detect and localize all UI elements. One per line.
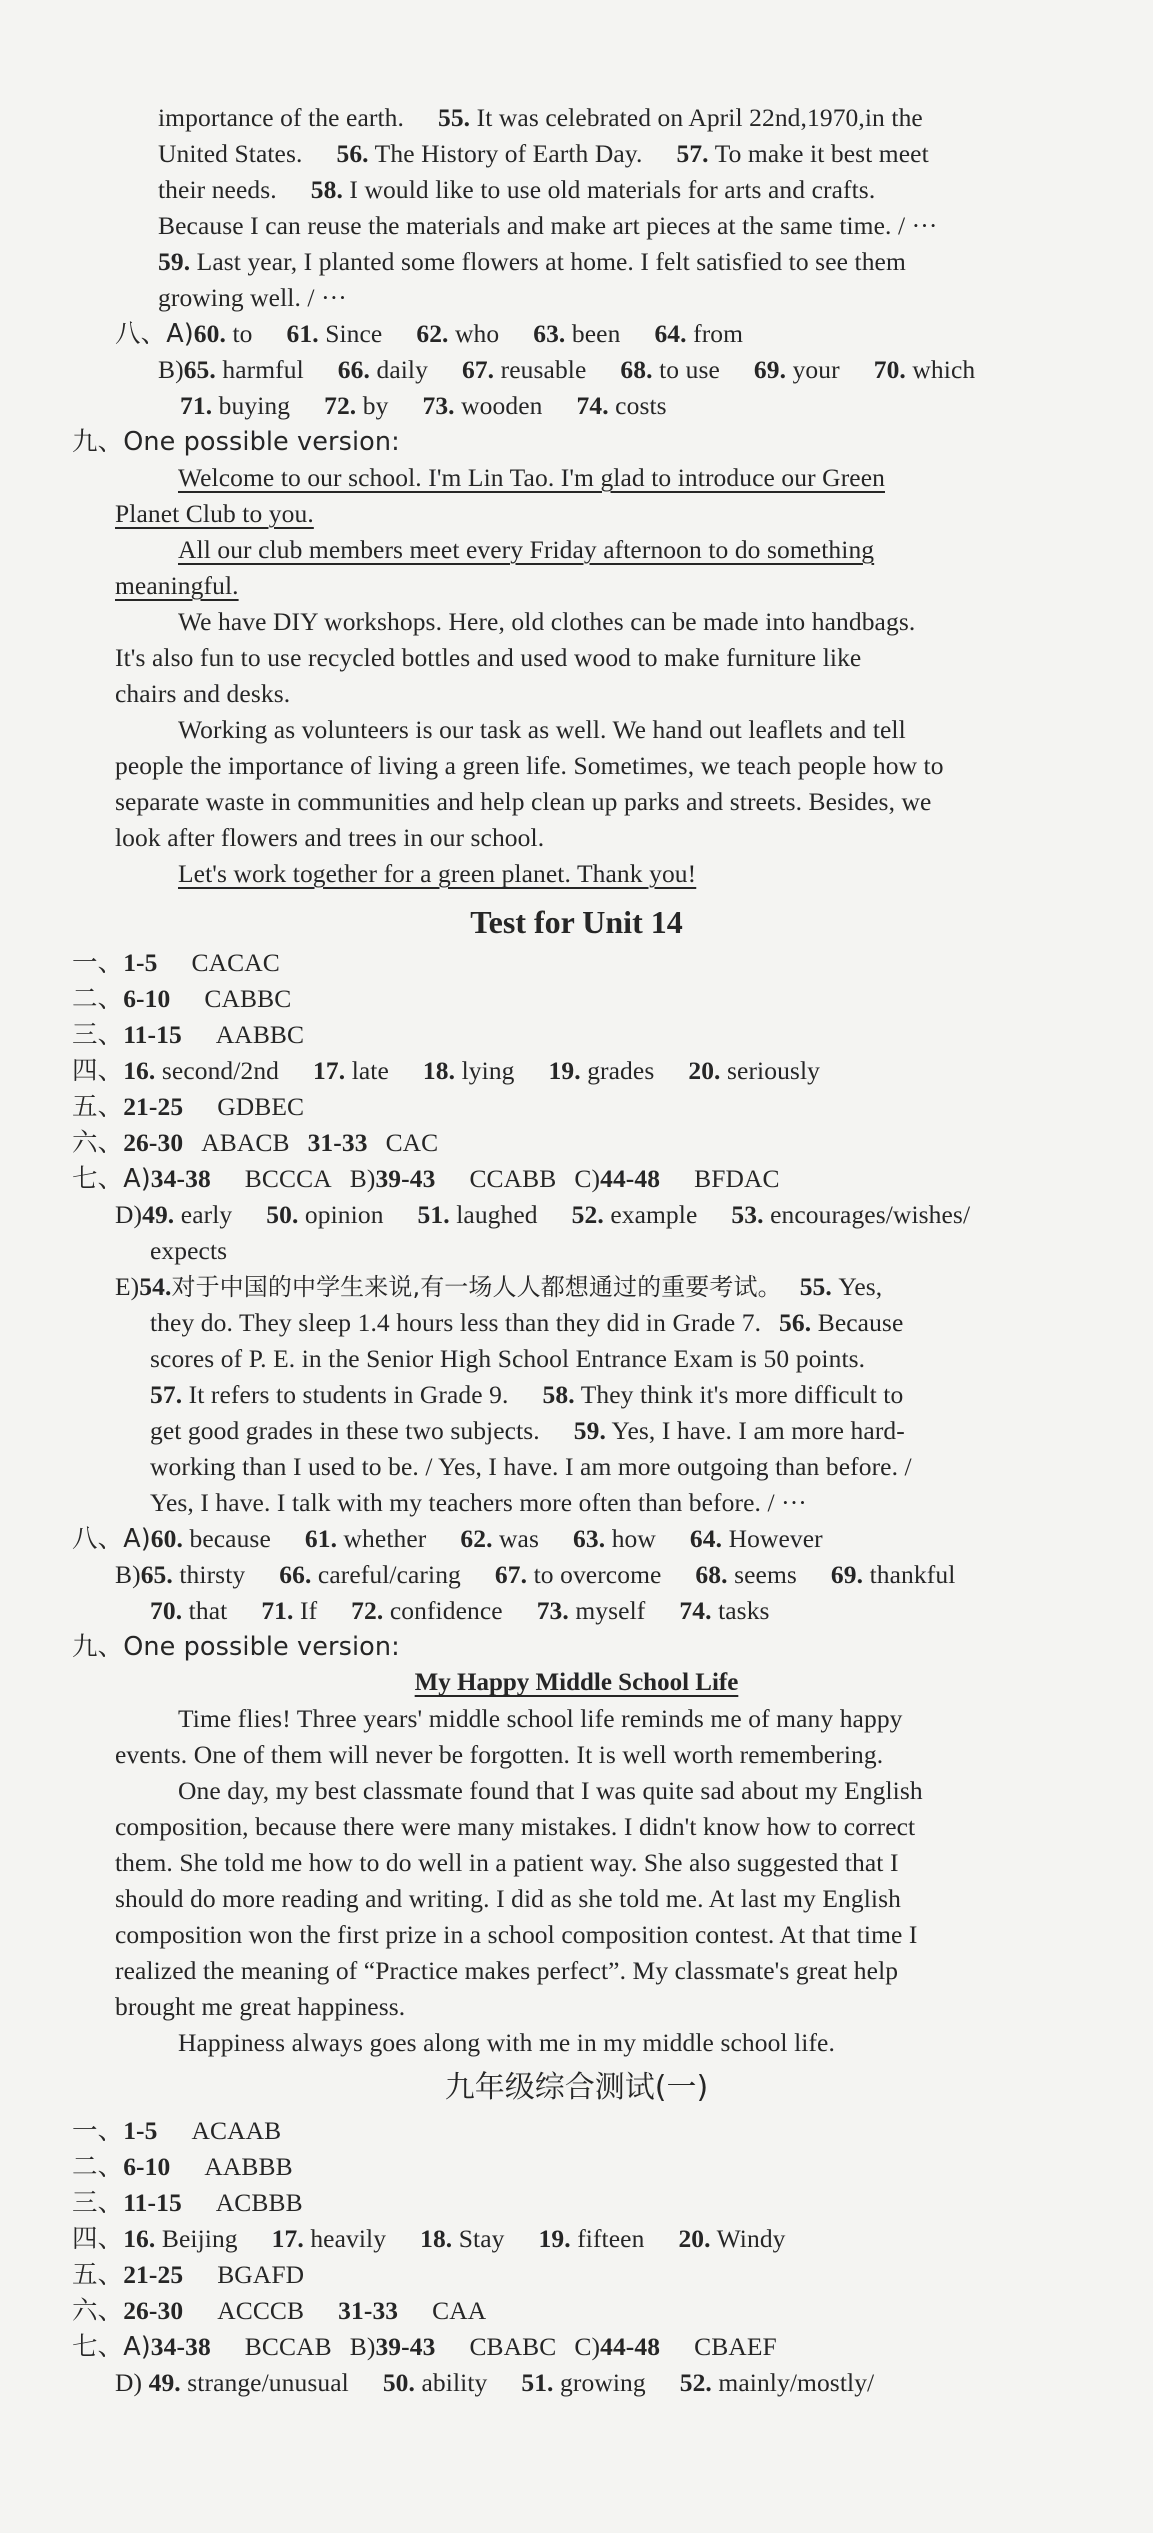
prev-essay-4c: separate waste in communities and help clean up parks and streets. Besides, we [115,787,932,816]
unit14-s8a: 八、A)60. because 61. whether 62. was 63. how 64. However [72,1524,823,1554]
prev-essay-3a: We have DIY workshops. Here, old clothes can be made into handbags. [178,607,916,636]
unit14-s7d-cont: expects [150,1236,228,1265]
grade9-s7d: D) 49. strange/unusual 50. ability 51. growing 52. mainly/mostly/ [115,2368,875,2397]
unit14-essay-p2c: them. She told me how to do well in a patient way. She also suggested that I [115,1848,899,1877]
prev-line-1: importance of the earth. 55. It was celebrated on April 22nd,1970,in the [158,103,923,132]
unit14-s4: 四、16. second/2nd 17. late 18. lying 19. grades 20. seriously [72,1056,820,1086]
unit14-s7: 七、A)34-38 BCCCA B)39-43 CCABB C)44-48 BFDAC [72,1164,780,1194]
unit14-s5: 五、21-25 GDBEC [72,1092,305,1122]
prev-line-3: their needs. 58. I would like to use old materials for arts and crafts. [158,175,876,204]
unit14-s8b-2: 70. that 71. If 72. confidence 73. myself 74. tasks [150,1596,770,1625]
unit14-s7e-1: E)54.对于中国的中学生来说,有一场人人都想通过的重要考试。 55. Yes, [115,1272,883,1301]
unit14-essay-p2a: One day, my best classmate found that I was quite sad about my English [178,1776,923,1805]
unit14-s3: 三、11-15 AABBC [72,1020,305,1050]
prev-s8b-2: 71. buying 72. by 73. wooden 74. costs [180,391,667,420]
unit14-essay-p2b: composition, because there were many mistakes. I didn't know how to correct [115,1812,916,1841]
grade9-s7: 七、A)34-38 BCCAB B)39-43 CBABC C)44-48 CBAEF [72,2332,777,2362]
prev-essay-4d: look after flowers and trees in our school. [115,823,545,852]
prev-essay-3b: It's also fun to use recycled bottles and used wood to make furniture like [115,643,862,672]
prev-essay-1a: Welcome to our school. I'm Lin Tao. I'm glad to introduce our Green [178,463,885,492]
unit14-s2: 二、6-10 CABBC [72,984,292,1014]
unit14-essay-p2d: should do more reading and writing. I did as she told me. At last my English [115,1884,901,1913]
grade9-s2: 二、6-10 AABBB [72,2152,293,2182]
unit14-s1: 一、1-5 CACAC [72,948,280,978]
grade9-s3: 三、11-15 ACBBB [72,2188,303,2218]
grade9-title: 九年级综合测试(一) [444,2070,709,2105]
unit14-s7e-2: they do. They sleep 1.4 hours less than they did in Grade 7. 56. Because [150,1308,904,1337]
prev-line-2: United States. 56. The History of Earth Day. 57. To make it best meet [158,139,929,168]
grade9-s1: 一、1-5 ACAAB [72,2116,282,2146]
prev-essay-5: Let's work together for a green planet. Thank you! [178,859,697,888]
prev-essay-4b: people the importance of living a green life. Sometimes, we teach people how to [115,751,944,780]
prev-line-4: Because I can reuse the materials and make art pieces at the same time. / ··· [158,211,938,240]
prev-essay-2b: meaningful. [115,571,239,600]
prev-line-6: growing well. / ··· [158,283,347,312]
unit14-essay-p1a: Time flies! Three years' middle school life reminds me of many happy [178,1704,903,1733]
unit14-title: Test for Unit 14 [470,904,683,940]
unit14-s7e-5: get good grades in these two subjects. 59. Yes, I have. I am more hard- [150,1416,905,1445]
unit14-essay-p3: Happiness always goes along with me in my middle school life. [178,2028,835,2057]
grade9-s6: 六、26-30 ACCCB 31-33 CAA [72,2296,487,2326]
unit14-essay-p2f: realized the meaning of “Practice makes perfect”. My classmate's great help [115,1956,899,1985]
unit14-essay-p2e: composition won the first prize in a school composition contest. At that time I [115,1920,918,1949]
unit14-essay-p2g: brought me great happiness. [115,1992,406,2021]
unit14-s7d: D)49. early 50. opinion 51. laughed 52. example 53. encourages/wishes/ [115,1200,971,1229]
prev-line-5: 59. Last year, I planted some flowers at home. I felt satisfied to see them [158,247,906,276]
unit14-essay-p1b: events. One of them will never be forgotten. It is well worth remembering. [115,1740,884,1769]
grade9-s5: 五、21-25 BGAFD [72,2260,305,2290]
prev-s9-label: 九、One possible version: [72,427,400,457]
unit14-s9-label: 九、One possible version: [72,1632,400,1662]
prev-essay-1b: Planet Club to you. [115,499,314,528]
unit14-s7e-4: 57. It refers to students in Grade 9. 58. They think it's more difficult to [150,1380,904,1409]
unit14-s7e-7: Yes, I have. I talk with my teachers more often than before. / ··· [150,1488,807,1517]
grade9-s4: 四、16. Beijing 17. heavily 18. Stay 19. fifteen 20. Windy [72,2224,786,2254]
prev-essay-4a: Working as volunteers is our task as well. We hand out leaflets and tell [178,715,906,744]
prev-essay-2a: All our club members meet every Friday afternoon to do something [178,535,875,564]
unit14-s7e-3: scores of P. E. in the Senior High School Entrance Exam is 50 points. [150,1344,866,1373]
unit14-s7e-6: working than I used to be. / Yes, I have. I am more outgoing than before. / [150,1452,912,1481]
prev-s8a: 八、A)60. to 61. Since 62. who 63. been 64. from [115,319,744,349]
prev-s8b-1: B)65. harmful 66. daily 67. reusable 68. to use 69. your 70. which [158,355,976,384]
prev-essay-3c: chairs and desks. [115,679,291,708]
unit14-s8b-1: B)65. thirsty 66. careful/caring 67. to overcome 68. seems 69. thankful [115,1560,956,1589]
unit14-essay-title: My Happy Middle School Life [414,1669,739,1696]
unit14-s6: 六、26-30 ABACB 31-33 CAC [72,1128,439,1158]
